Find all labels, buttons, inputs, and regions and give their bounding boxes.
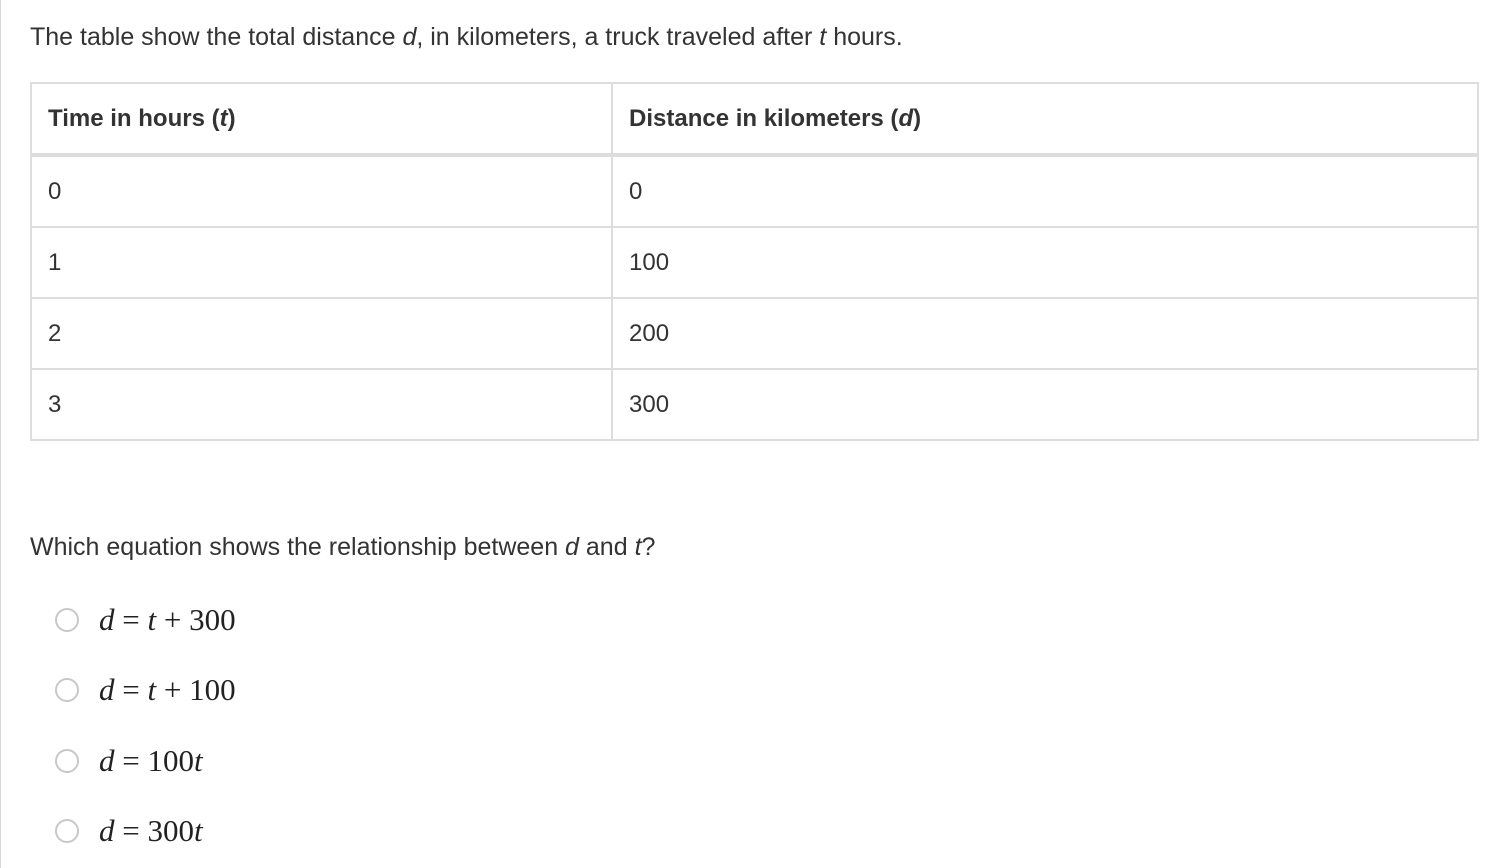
cell-distance: 100 [612, 227, 1478, 298]
header-distance-var: d [898, 104, 914, 132]
cell-distance: 200 [612, 298, 1478, 369]
eq-lhs: d [99, 813, 115, 848]
variable-t: t [634, 533, 642, 561]
radio-button[interactable] [55, 749, 79, 773]
eq-lhs: d [99, 743, 115, 778]
table-row [31, 155, 1478, 227]
radio-button[interactable] [55, 608, 79, 632]
question-text [30, 530, 655, 564]
header-time-var: t [219, 104, 228, 132]
variable-d: d [565, 533, 579, 561]
header-time-close: ) [227, 104, 236, 132]
eq-rest: + 100 [156, 672, 236, 707]
variable-t: t [819, 23, 827, 51]
eq-coefficient: 100 [147, 743, 194, 778]
header-distance-close: ) [913, 104, 922, 132]
prompt-text: , in kilometers, a truck traveled after [416, 23, 820, 51]
eq-lhs: d [99, 602, 115, 637]
radio-button[interactable] [55, 678, 79, 702]
eq-var: t [193, 813, 203, 848]
eq-lhs: d [99, 672, 115, 707]
eq-var: t [147, 672, 157, 707]
table-row [31, 369, 1478, 440]
header-distance-label: Distance in kilometers ( [629, 104, 899, 132]
table-row [31, 227, 1478, 298]
cell-distance: 300 [612, 369, 1478, 440]
left-border [0, 0, 1, 868]
choice-equation [99, 602, 236, 638]
header-time-label: Time in hours ( [48, 104, 220, 132]
eq-equals: = [114, 743, 148, 778]
question-prompt [30, 20, 903, 54]
choice-equation [99, 672, 236, 708]
choice-option-1[interactable] [55, 585, 236, 655]
prompt-text: hours. [826, 23, 903, 51]
radio-button[interactable] [55, 819, 79, 843]
header-time [31, 83, 612, 155]
eq-var: t [193, 743, 203, 778]
eq-equals: = [114, 672, 148, 707]
cell-time: 3 [31, 369, 612, 440]
cell-time: 1 [31, 227, 612, 298]
table-header-row [31, 83, 1478, 155]
question-part: ? [641, 533, 656, 561]
prompt-text: The table show the total distance [30, 23, 403, 51]
question-part: Which equation shows the relationship between [30, 533, 566, 561]
table-row [31, 298, 1478, 369]
eq-rest: + 300 [156, 602, 236, 637]
choice-option-2[interactable] [55, 655, 236, 725]
cell-distance: 0 [612, 155, 1478, 227]
header-distance [612, 83, 1478, 155]
question-part: and [578, 533, 635, 561]
data-table [30, 82, 1479, 441]
choice-equation [99, 743, 203, 779]
cell-time: 2 [31, 298, 612, 369]
choice-option-4[interactable] [55, 796, 203, 866]
choice-option-3[interactable] [55, 726, 203, 796]
eq-equals: = [114, 813, 148, 848]
choice-equation [99, 813, 203, 849]
variable-d: d [402, 23, 417, 51]
eq-coefficient: 300 [147, 813, 194, 848]
eq-equals: = [114, 602, 148, 637]
cell-time: 0 [31, 155, 612, 227]
eq-var: t [147, 602, 157, 637]
